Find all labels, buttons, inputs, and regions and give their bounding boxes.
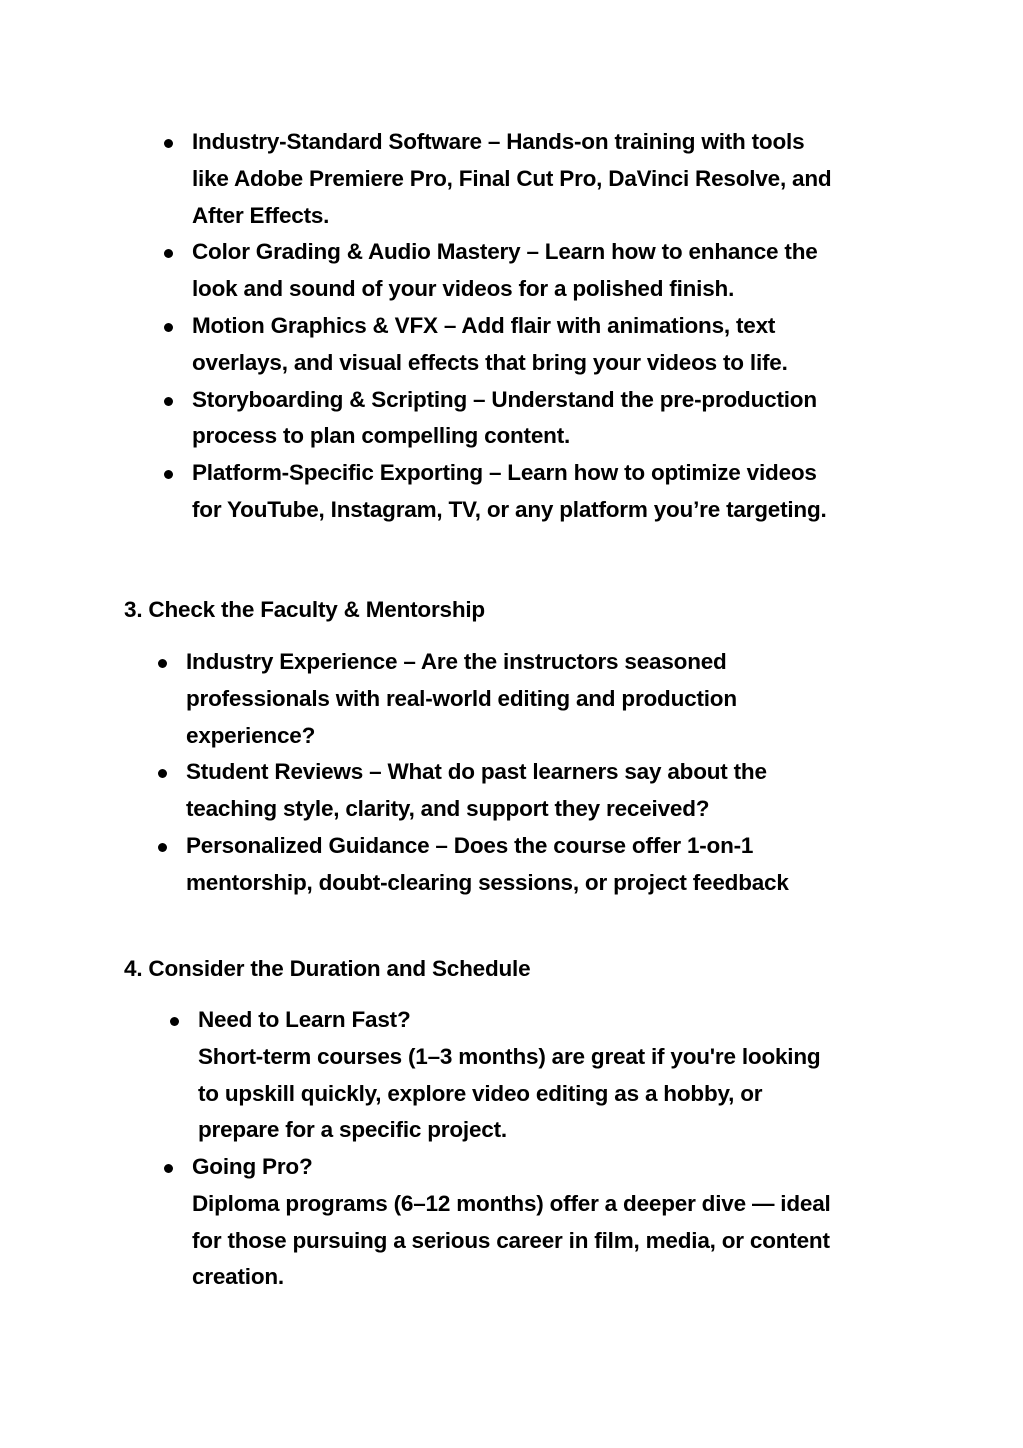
faculty-list [186, 644, 789, 902]
list-item: Storyboarding & Scripting – Understand the pre-production process to plan compelling content. [192, 382, 831, 456]
bullet-icon [164, 249, 173, 258]
bullet-icon [170, 1017, 179, 1026]
section-heading-faculty: 3. Check the Faculty & Mentorship [124, 597, 485, 622]
section-heading-duration: 4. Consider the Duration and Schedule [124, 956, 531, 981]
duration-list-short [198, 1002, 820, 1149]
list-item: Platform-Specific Exporting – Learn how to optimize videos for YouTube, Instagram, TV, or any platform you’re targeting. [192, 455, 831, 529]
list-item: Motion Graphics & VFX – Add flair with animations, text overlays, and visual effects that bring your videos to life. [192, 308, 831, 382]
duration-list-pro [192, 1149, 831, 1296]
bullet-icon [164, 323, 173, 332]
bullet-icon [164, 139, 173, 148]
list-item: Color Grading & Audio Mastery – Learn how to enhance the look and sound of your videos for a polished finish. [192, 234, 831, 308]
list-item: Need to Learn Fast? Short-term courses (1–3 months) are great if you're looking to upskill quickly, explore video editing as a hobby, or prepare for a specific project. [198, 1002, 820, 1149]
bullet-icon [164, 397, 173, 406]
list-item: Personalized Guidance – Does the course offer 1-on-1 mentorship, doubt-clearing sessions, or project feedback [186, 828, 789, 902]
list-item: Industry Experience – Are the instructors seasoned professionals with real-world editing and production experience? [186, 644, 789, 754]
bullet-icon [164, 1164, 173, 1173]
bullet-icon [158, 659, 167, 668]
bullet-icon [158, 769, 167, 778]
bullet-icon [164, 470, 173, 479]
software-skills-list [192, 124, 831, 529]
list-item: Industry-Standard Software – Hands-on training with tools like Adobe Premiere Pro, Final Cut Pro, DaVinci Resolve, and After Effects. [192, 124, 831, 234]
list-item: Going Pro? Diploma programs (6–12 months) offer a deeper dive — ideal for those pursuing a serious career in film, media, or content creation. [192, 1149, 831, 1296]
list-item: Student Reviews – What do past learners say about the teaching style, clarity, and support they received? [186, 754, 789, 828]
bullet-icon [158, 843, 167, 852]
